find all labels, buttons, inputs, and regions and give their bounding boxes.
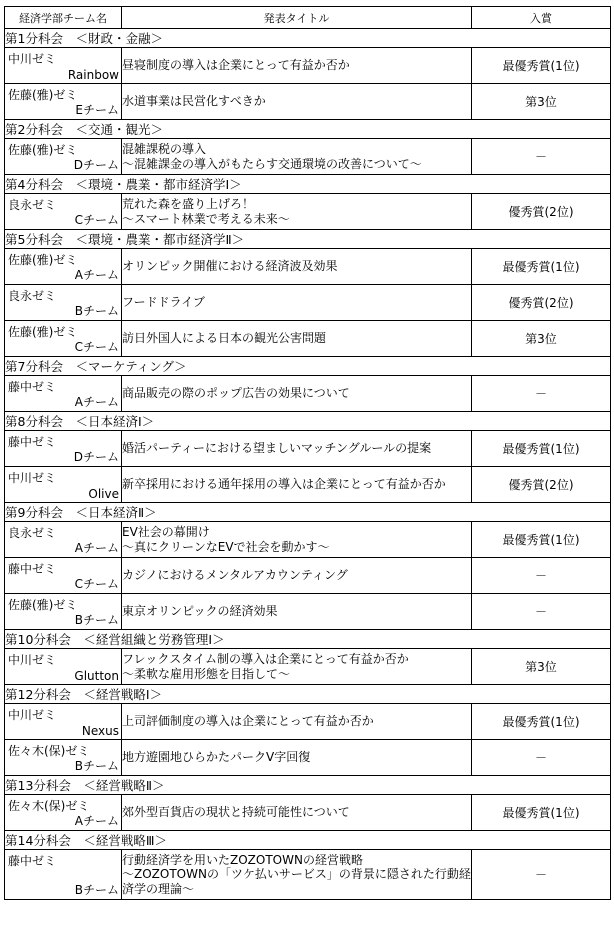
award-cell: － <box>472 376 611 412</box>
team-cell <box>5 139 122 175</box>
award-cell: 第3位 <box>472 84 611 120</box>
header-row <box>5 7 611 29</box>
seminar-name: 佐々木(保)ゼミ <box>8 799 90 813</box>
seminar-name: 中川ゼミ <box>8 471 57 485</box>
seminar-name: 中川ゼミ <box>8 653 57 667</box>
table-row <box>5 376 611 412</box>
table-row <box>5 84 611 120</box>
presentation-title: フードドライブ <box>122 285 472 321</box>
section-row <box>5 230 611 249</box>
table-body <box>5 29 611 900</box>
award-cell: 優秀賞(2位) <box>472 467 611 503</box>
team-name: Bチーム <box>74 883 119 897</box>
section-row <box>5 685 611 704</box>
team-name: Eチーム <box>75 103 119 117</box>
section-title: 第4分科会 ＜環境・農業・都市経済学Ⅰ＞ <box>5 175 611 194</box>
table-row <box>5 467 611 503</box>
section-title: 第1分科会 ＜財政・金融＞ <box>5 29 611 48</box>
seminar-name: 中川ゼミ <box>8 52 57 66</box>
section-row <box>5 357 611 376</box>
section-row <box>5 175 611 194</box>
team-name: Cチーム <box>74 577 119 591</box>
section-row <box>5 776 611 795</box>
presentation-title: 混雑課税の導入 ～混雑課金の導入がもたらす交通環境の改善について～ <box>122 139 472 175</box>
seminar-name: 藤中ゼミ <box>8 854 57 868</box>
team-cell <box>5 558 122 594</box>
table-row <box>5 431 611 467</box>
team-cell <box>5 795 122 831</box>
table-row <box>5 321 611 357</box>
award-cell: － <box>472 594 611 630</box>
table-row <box>5 795 611 831</box>
team-name: Bチーム <box>74 759 119 773</box>
section-title: 第10分科会 ＜経営組織と労務管理Ⅰ＞ <box>5 630 611 649</box>
seminar-name: 佐藤(雅)ゼミ <box>8 253 78 267</box>
team-name: Dチーム <box>73 450 119 464</box>
team-name: Dチーム <box>73 158 119 172</box>
seminar-name: 良永ゼミ <box>8 526 57 540</box>
section-title: 第13分科会 ＜経営戦略Ⅱ＞ <box>5 776 611 795</box>
team-cell <box>5 431 122 467</box>
seminar-name: 佐藤(雅)ゼミ <box>8 598 78 612</box>
table-row <box>5 594 611 630</box>
award-cell: 優秀賞(2位) <box>472 194 611 230</box>
award-cell: 最優秀賞(1位) <box>472 48 611 84</box>
section-title: 第9分科会 ＜日本経済Ⅱ＞ <box>5 503 611 522</box>
team-cell <box>5 84 122 120</box>
table-row <box>5 249 611 285</box>
presentation-title: 行動経済学を用いたZOZOTOWNの経営戦略 ～ZOZOTOWNの「ツケ払いサービス」の背景に隠された行動経済学の理論～ <box>122 850 472 900</box>
team-name: Bチーム <box>74 304 119 318</box>
team-cell <box>5 467 122 503</box>
section-title: 第2分科会 ＜交通・観光＞ <box>5 120 611 139</box>
presentation-title: 水道事業は民営化すべきか <box>122 84 472 120</box>
table-row <box>5 558 611 594</box>
presentation-title: 郊外型百貨店の現状と持続可能性について <box>122 795 472 831</box>
award-cell: 最優秀賞(1位) <box>472 431 611 467</box>
award-cell: 優秀賞(2位) <box>472 285 611 321</box>
award-cell: － <box>472 850 611 900</box>
section-row <box>5 120 611 139</box>
team-name: Bチーム <box>74 613 119 627</box>
team-cell <box>5 704 122 740</box>
team-name: Cチーム <box>74 213 119 227</box>
seminar-name: 佐藤(雅)ゼミ <box>8 143 78 157</box>
results-table <box>4 6 611 900</box>
table-row <box>5 740 611 776</box>
seminar-name: 佐藤(雅)ゼミ <box>8 88 78 102</box>
section-title: 第12分科会 ＜経営戦略Ⅰ＞ <box>5 685 611 704</box>
team-cell <box>5 594 122 630</box>
presentation-title: オリンピック開催における経済波及効果 <box>122 249 472 285</box>
team-cell <box>5 522 122 558</box>
team-cell <box>5 249 122 285</box>
presentation-title: EV社会の幕開け ～真にクリーンなEVで社会を動かす～ <box>122 522 472 558</box>
award-cell: － <box>472 139 611 175</box>
section-title: 第14分科会 ＜経営戦略Ⅲ＞ <box>5 831 611 850</box>
team-cell <box>5 285 122 321</box>
presentation-title: 地方遊園地ひらかたパークV字回復 <box>122 740 472 776</box>
table-row <box>5 850 611 900</box>
award-cell: 最優秀賞(1位) <box>472 795 611 831</box>
team-name: Nexus <box>81 724 119 738</box>
seminar-name: 佐々木(保)ゼミ <box>8 744 90 758</box>
team-name: Aチーム <box>74 541 119 555</box>
team-cell <box>5 194 122 230</box>
table-row <box>5 704 611 740</box>
award-cell: － <box>472 558 611 594</box>
section-row <box>5 503 611 522</box>
section-row <box>5 29 611 48</box>
section-title: 第8分科会 ＜日本経済Ⅰ＞ <box>5 412 611 431</box>
presentation-title: 昼寝制度の導入は企業にとって有益か否か <box>122 48 472 84</box>
presentation-title: 訪日外国人による日本の観光公害問題 <box>122 321 472 357</box>
table-row <box>5 48 611 84</box>
team-cell <box>5 850 122 900</box>
header-award: 入賞 <box>472 7 611 29</box>
award-cell: － <box>472 740 611 776</box>
seminar-name: 中川ゼミ <box>8 708 57 722</box>
presentation-title: カジノにおけるメンタルアカウンティング <box>122 558 472 594</box>
team-cell <box>5 321 122 357</box>
team-name: Cチーム <box>74 340 119 354</box>
section-row <box>5 831 611 850</box>
team-cell <box>5 48 122 84</box>
table-row <box>5 194 611 230</box>
table-row <box>5 139 611 175</box>
seminar-name: 良永ゼミ <box>8 289 57 303</box>
presentation-title: フレックスタイム制の導入は企業にとって有益か否か ～柔軟な雇用形態を目指して～ <box>122 649 472 685</box>
award-cell: 最優秀賞(1位) <box>472 522 611 558</box>
team-name: Aチーム <box>74 395 119 409</box>
team-name: Glutton <box>74 669 119 683</box>
section-row <box>5 412 611 431</box>
section-title: 第5分科会 ＜環境・農業・都市経済学Ⅱ＞ <box>5 230 611 249</box>
seminar-name: 藤中ゼミ <box>8 435 57 449</box>
presentation-title: 上司評価制度の導入は企業にとって有益か否か <box>122 704 472 740</box>
team-name: Olive <box>88 487 119 501</box>
table-row <box>5 649 611 685</box>
presentation-title: 婚活パーティーにおける望ましいマッチングルールの提案 <box>122 431 472 467</box>
presentation-title: 荒れた森を盛り上げろ！ ～スマート林業で考える未来～ <box>122 194 472 230</box>
award-cell: 第3位 <box>472 321 611 357</box>
award-cell: 最優秀賞(1位) <box>472 249 611 285</box>
presentation-title: 新卒採用における通年採用の導入は企業にとって有益か否か <box>122 467 472 503</box>
presentation-title: 商品販売の際のポップ広告の効果について <box>122 376 472 412</box>
section-row <box>5 630 611 649</box>
seminar-name: 良永ゼミ <box>8 198 57 212</box>
team-name: Aチーム <box>74 268 119 282</box>
presentation-title: 東京オリンピックの経済効果 <box>122 594 472 630</box>
header-title: 発表タイトル <box>122 7 472 29</box>
header-team: 経済学部チーム名 <box>5 7 122 29</box>
award-cell: 最優秀賞(1位) <box>472 704 611 740</box>
seminar-name: 藤中ゼミ <box>8 380 57 394</box>
seminar-name: 藤中ゼミ <box>8 562 57 576</box>
seminar-name: 佐藤(雅)ゼミ <box>8 325 78 339</box>
award-cell: 第3位 <box>472 649 611 685</box>
table-row <box>5 285 611 321</box>
team-name: Rainbow <box>67 68 119 82</box>
team-cell <box>5 740 122 776</box>
table-row <box>5 522 611 558</box>
team-cell <box>5 649 122 685</box>
section-title: 第7分科会 ＜マーケティング＞ <box>5 357 611 376</box>
team-cell <box>5 376 122 412</box>
team-name: Aチーム <box>74 814 119 828</box>
